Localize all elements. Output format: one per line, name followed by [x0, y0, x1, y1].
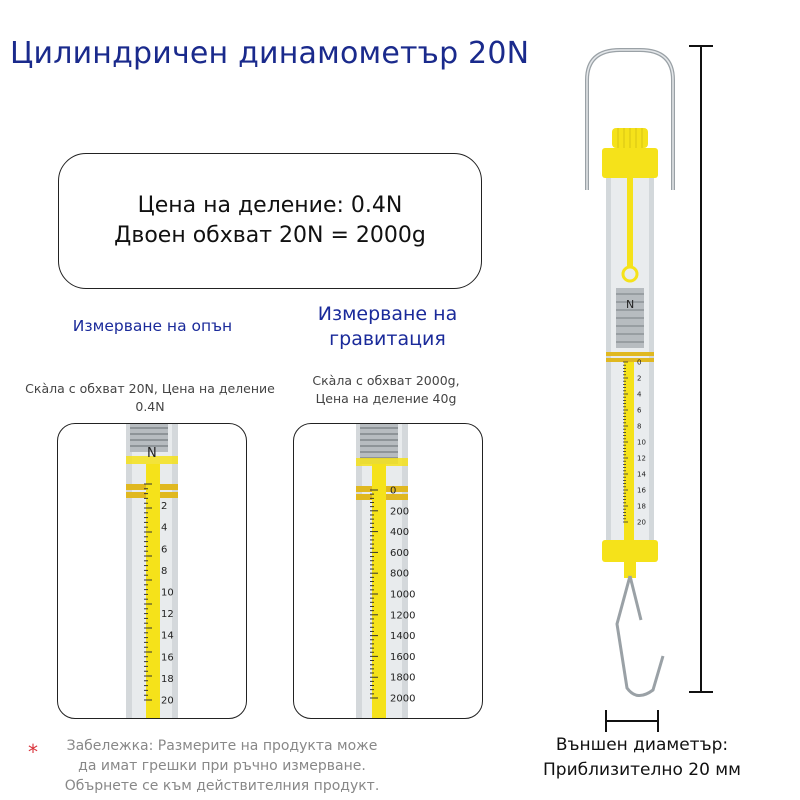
scale-tick-label: 2 [161, 501, 168, 513]
scale-tick-label: 14 [637, 470, 646, 479]
scale-tick-label: 16 [161, 652, 174, 664]
diameter-dimension-line [600, 708, 664, 734]
tension-scale-panel [57, 423, 247, 719]
scale-tick-label: 1400 [390, 631, 416, 643]
note-line1: Забележка: Размерите на продукта може [66, 738, 378, 754]
scale-tick-label: 10 [161, 587, 174, 599]
gravity-heading-line2: гравитация [329, 328, 446, 350]
scale-tick-label: 8 [161, 565, 168, 577]
scale-tick-label: 18 [637, 502, 646, 511]
tension-scale-illustration [58, 424, 247, 719]
gravity-scale-caption [296, 372, 476, 408]
scale-tick-label: 12 [161, 609, 174, 621]
gravity-scale-illustration [294, 424, 483, 719]
scale-tick-label: 2 [637, 374, 642, 383]
scale-tick-label: 4 [161, 522, 168, 534]
scale-tick-label: 400 [390, 527, 410, 539]
tension-unit-label: N [147, 446, 157, 461]
scale-tick-label: 1000 [390, 589, 416, 601]
tension-heading: Измерване на опън [72, 317, 233, 335]
scale-tick-label: 1600 [390, 651, 416, 663]
scale-tick-label: 6 [637, 406, 642, 415]
scale-tick-label: 1800 [390, 672, 416, 684]
note-line2: да имат грешки при ръчно измерване. [78, 758, 366, 774]
scale-tick-label: 6 [161, 544, 168, 556]
diameter-line2: Приблизително 20 мм [543, 760, 741, 780]
gravity-scale-panel [293, 423, 483, 719]
height-dimension-line [686, 40, 716, 700]
scale-tick-label: 4 [637, 390, 642, 399]
gravity-heading [290, 302, 485, 352]
scale-tick-label: 0 [390, 485, 397, 497]
info-box [58, 153, 482, 289]
scale-tick-label: 2000 [390, 693, 416, 705]
page-title: Цилиндричен динамометър 20N [10, 36, 530, 71]
division-value-text: Цена на деление: 0.4N [137, 193, 403, 218]
scale-tick-label: 16 [637, 486, 646, 495]
scale-tick-label: 800 [390, 568, 410, 580]
range-text: Двоен обхват 20N = 2000g [114, 223, 426, 248]
scale-tick-label: 0 [637, 358, 642, 367]
note-asterisk: * [28, 740, 38, 764]
disclaimer-note [52, 736, 392, 796]
scale-tick-label: 8 [637, 422, 642, 431]
scale-tick-label: 600 [390, 547, 410, 559]
scale-tick-label: 12 [637, 454, 646, 463]
product-unit-label: N [626, 298, 635, 311]
gravity-heading-line1: Измерване на [317, 303, 458, 325]
scale-tick-label: 200 [390, 506, 410, 518]
tension-scale-caption: Скàла с обхват 20N, Цена на деление 0.4N [25, 381, 275, 414]
scale-tick-label: 20 [161, 695, 174, 707]
note-line3: Обърнете се към действителния продукт. [64, 778, 380, 794]
scale-tick-label: 20 [637, 518, 646, 527]
gravity-caption-line1: Скàла с обхват 2000g, [312, 373, 460, 388]
scale-tick-label: 1200 [390, 610, 416, 622]
diameter-line1: Външен диаметър: [555, 735, 729, 755]
scale-tick-label: 18 [161, 673, 174, 685]
scale-tick-label: 10 [637, 438, 646, 447]
gravity-caption-line2: Цена на деление 40g [315, 391, 457, 406]
scale-tick-label: 14 [161, 630, 174, 642]
diameter-label [512, 733, 772, 783]
